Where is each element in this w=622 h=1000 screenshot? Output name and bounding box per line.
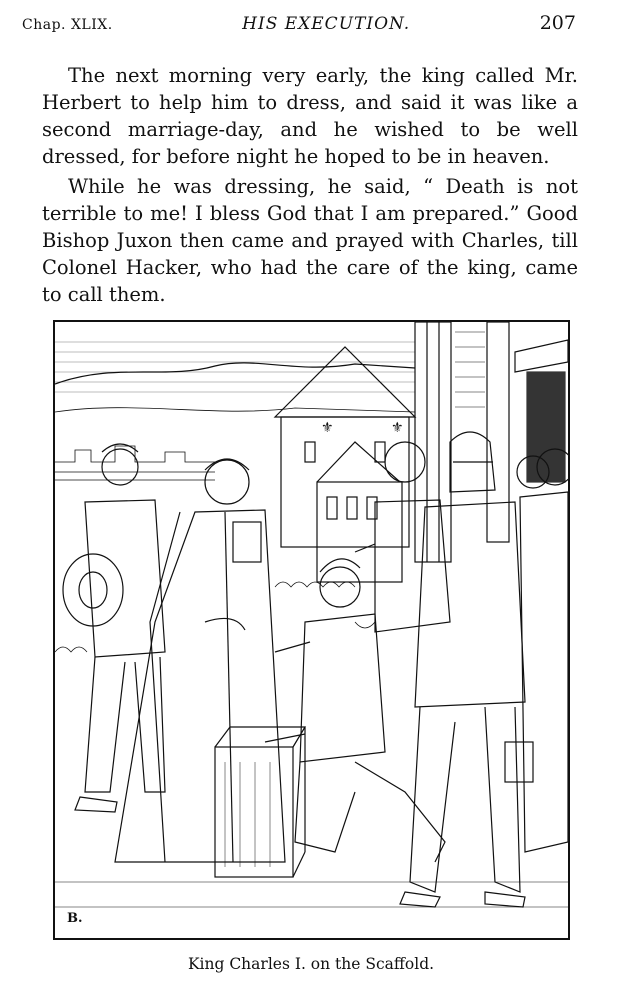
crowd — [55, 582, 355, 652]
svg-text:⚜: ⚜ — [391, 420, 404, 436]
execution-block — [215, 727, 305, 877]
executioner — [400, 432, 525, 907]
palace-facade — [415, 322, 568, 562]
running-title: HIS EXECUTION. — [242, 14, 411, 34]
chapter-label: Chap. XLIX. — [22, 17, 113, 33]
engraving-illustration — [53, 320, 570, 940]
soldier-left — [63, 444, 165, 812]
body-text — [42, 62, 578, 308]
page-number: 207 — [539, 12, 576, 34]
paragraph: The next morning very early, the king called Mr. Herbert to help him to dress, and said it was like a second marriage-day, and he wished to be well dressed, for before night he hoped to be in heaven. — [42, 64, 578, 168]
paragraph: While he was dressing, he said, “ Death is not terrible to me! I bless God that I am prepared.” Good Bishop Juxon then came and prayed with Charles, till Colonel Hacker, who had the care of the king, came to call them. — [42, 175, 578, 306]
svg-text:⚜: ⚜ — [321, 420, 334, 436]
distant-hills — [55, 363, 415, 384]
sky-hatching — [55, 342, 415, 392]
running-header — [22, 12, 576, 42]
artist-monogram: B. — [67, 911, 83, 926]
scaffold-floor — [55, 882, 568, 907]
onlookers-right — [505, 449, 568, 852]
king-charles-kneeling — [265, 544, 445, 862]
bishop-juxon — [115, 459, 285, 862]
figure-caption: King Charles I. on the Scaffold. — [187, 955, 435, 973]
town-skyline — [55, 446, 215, 480]
